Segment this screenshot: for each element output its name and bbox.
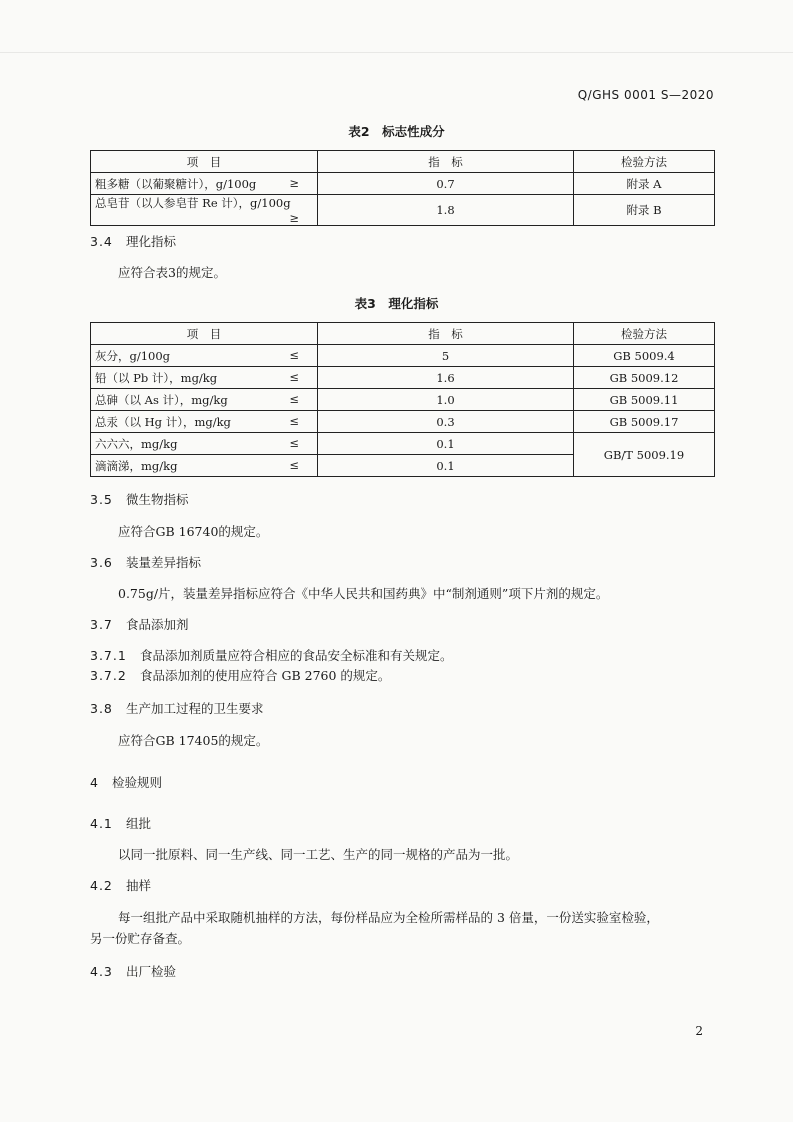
- table3-header-item: 项 目: [91, 323, 318, 345]
- section-3-5-heading: [90, 490, 189, 508]
- section-title: 抽样: [126, 878, 152, 893]
- cell-value: 0.1: [318, 433, 574, 455]
- table-row: [91, 433, 715, 455]
- cell-method: GB 5009.12: [574, 367, 715, 389]
- cell-symbol: ≥: [289, 175, 299, 190]
- section-title: 食品添加剂: [126, 617, 189, 632]
- page-number: 2: [695, 1024, 703, 1038]
- section-number: 3.6: [90, 555, 113, 570]
- table2-header-row: [91, 151, 715, 173]
- section-number: 3.5: [90, 492, 113, 507]
- cell-method: GB 5009.11: [574, 389, 715, 411]
- cell-symbol: ≤: [289, 413, 299, 428]
- cell-item: 总砷（以 As 计），mg/kg: [95, 392, 228, 407]
- cell-method: GB 5009.17: [574, 411, 715, 433]
- section-title: 装量差异指标: [126, 555, 202, 570]
- cell-value: 1.8: [318, 195, 574, 226]
- table-row: [91, 411, 715, 433]
- cell-symbol: ≤: [289, 369, 299, 384]
- cell-value: 1.0: [318, 389, 574, 411]
- cell-value: 0.7: [318, 173, 574, 195]
- cell-item: 铅（以 Pb 计），mg/kg: [95, 370, 218, 385]
- cell-value: 0.3: [318, 411, 574, 433]
- section-text: 食品添加剂的使用应符合 GB 2760 的规定。: [140, 668, 391, 683]
- section-4-3-heading: [90, 962, 176, 980]
- section-3-8-heading: [90, 699, 264, 717]
- section-number: 3.8: [90, 701, 113, 716]
- cell-symbol: ≤: [289, 391, 299, 406]
- cell-method-merged: GB/T 5009.19: [574, 433, 715, 477]
- cell-item: 六六六，mg/kg: [95, 436, 178, 451]
- table-row: [91, 345, 715, 367]
- table2-caption: 表2 标志性成分: [348, 124, 445, 139]
- section-title: 检验规则: [112, 775, 163, 790]
- cell-item: 粗多糖（以葡聚糖计），g/100g: [95, 176, 257, 191]
- section-title: 出厂检验: [126, 964, 177, 979]
- section-title: 微生物指标: [126, 492, 189, 507]
- table2: [90, 150, 715, 226]
- section-3-4-heading: [90, 232, 176, 250]
- section-number: 3.4: [90, 234, 113, 249]
- cell-symbol: ≤: [289, 457, 299, 472]
- section-number: 3.7.2: [90, 668, 127, 683]
- section-4-1-heading: [90, 814, 151, 832]
- cell-value: 0.1: [318, 455, 574, 477]
- section-3-8-text: 应符合GB 17405的规定。: [118, 733, 269, 748]
- section-4-2-text-line1: 每一组批产品中采取随机抽样的方法，每份样品应为全检所需样品的 3 倍量，一份送实验室检验，: [118, 910, 659, 925]
- document-code: Q/GHS 0001 S—2020: [577, 88, 714, 102]
- cell-item: 滴滴涕，mg/kg: [95, 458, 178, 473]
- cell-symbol: ≤: [289, 347, 299, 362]
- table-row: [91, 173, 715, 195]
- cell-method: 附录 A: [574, 173, 715, 195]
- scan-edge-line: [0, 52, 793, 53]
- section-3-6-text: 0.75g/片，装量差异指标应符合《中华人民共和国药典》中“制剂通则”项下片剂的规定。: [118, 586, 609, 601]
- cell-value: 5: [318, 345, 574, 367]
- section-3-7-heading: [90, 615, 189, 633]
- cell-item: 灰分，g/100g: [95, 348, 171, 363]
- cell-item: 总皂苷（以人参皂苷 Re 计），g/100g: [95, 196, 291, 210]
- section-4-heading: [90, 773, 162, 791]
- cell-symbol: ≥: [289, 211, 299, 225]
- cell-value: 1.6: [318, 367, 574, 389]
- table3-header-value: 指 标: [318, 323, 574, 345]
- table2-header-value: 指 标: [318, 151, 574, 173]
- cell-symbol: ≤: [289, 435, 299, 450]
- table3-caption: 表3 理化指标: [354, 296, 439, 311]
- section-4-1-text: 以同一批原料、同一生产线、同一工艺、生产的同一规格的产品为一批。: [118, 847, 519, 862]
- section-title: 生产加工过程的卫生要求: [126, 701, 264, 716]
- section-number: 4.1: [90, 816, 113, 831]
- table2-header-item: 项 目: [91, 151, 318, 173]
- section-3-6-heading: [90, 553, 201, 571]
- cell-item: 总汞（以 Hg 计），mg/kg: [95, 414, 231, 429]
- section-3-5-text: 应符合GB 16740的规定。: [118, 524, 269, 539]
- section-number: 4: [90, 775, 99, 790]
- section-text: 食品添加剂质量应符合相应的食品安全标准和有关规定。: [140, 648, 453, 663]
- section-4-2-text-line2: 另一份贮存备查。: [90, 931, 191, 946]
- section-number: 3.7.1: [90, 648, 127, 663]
- section-4-2-heading: [90, 876, 151, 894]
- table-row: [91, 367, 715, 389]
- section-number: 4.2: [90, 878, 113, 893]
- table3-header-method: 检验方法: [574, 323, 715, 345]
- section-title: 理化指标: [126, 234, 177, 249]
- section-title: 组批: [126, 816, 152, 831]
- section-number: 4.3: [90, 964, 113, 979]
- table3-header-row: [91, 323, 715, 345]
- table2-header-method: 检验方法: [574, 151, 715, 173]
- cell-method: 附录 B: [574, 195, 715, 226]
- table-row: [91, 389, 715, 411]
- section-3-7-1: [90, 646, 453, 664]
- cell-method: GB 5009.4: [574, 345, 715, 367]
- section-number: 3.7: [90, 617, 113, 632]
- section-3-7-2: [90, 666, 390, 684]
- section-3-4-text: 应符合表3的规定。: [118, 265, 226, 280]
- table-row: [91, 195, 715, 226]
- table3: [90, 322, 715, 477]
